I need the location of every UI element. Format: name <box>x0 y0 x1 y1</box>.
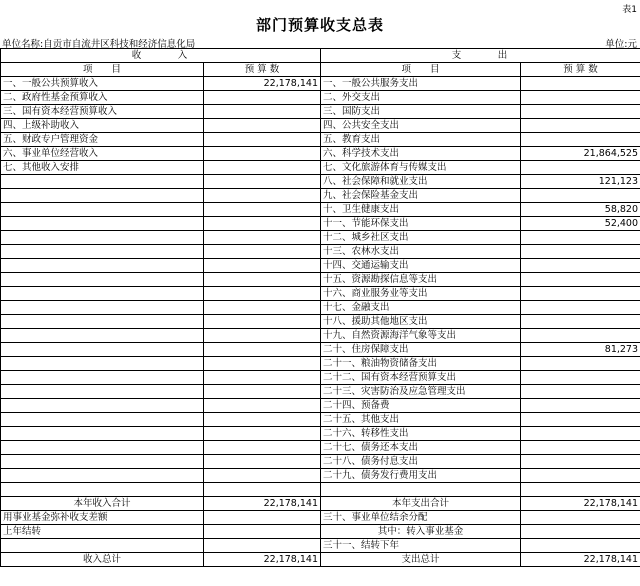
table-row <box>1 343 640 357</box>
expense-item-label: 二十三、灾害防治及应急管理支出 <box>321 385 521 399</box>
carry-out-label: 三十一、结转下年 <box>321 539 521 553</box>
table-row <box>1 91 640 105</box>
fund-make-up-label: 用事业基金弥补收支差额 <box>1 511 204 525</box>
table-row <box>1 259 640 273</box>
income-item-value: 22,178,141 <box>204 77 321 91</box>
table-row <box>1 357 640 371</box>
expense-item-value: 52,400 <box>521 217 640 231</box>
expense-budget-header: 预 算 数 <box>521 63 640 77</box>
table-row <box>1 273 640 287</box>
table-row <box>1 455 640 469</box>
expense-item-label: 二十二、国有资本经营预算支出 <box>321 371 521 385</box>
expense-item-label: 二十四、预备费 <box>321 399 521 413</box>
table-row <box>1 189 640 203</box>
table-row <box>1 287 640 301</box>
column-header-row <box>1 63 640 77</box>
expense-item-value <box>521 119 640 133</box>
table-row <box>1 301 640 315</box>
expense-total-value: 22,178,141 <box>521 497 640 511</box>
table-row <box>1 315 640 329</box>
grand-income-label: 收入总计 <box>1 553 204 567</box>
annual-total-row <box>1 497 640 511</box>
expense-section-header: 支 出 <box>321 49 640 63</box>
carry-over-row <box>1 525 640 539</box>
transfer-to-fund-label: 其中：转入事业基金 <box>321 525 521 539</box>
table-row <box>1 147 640 161</box>
income-item-header: 项 目 <box>1 63 204 77</box>
section-header-row <box>1 49 640 63</box>
grand-expense-label: 支出总计 <box>321 553 521 567</box>
expense-item-value <box>521 133 640 147</box>
expense-item-value <box>521 287 640 301</box>
expense-item-label: 二十、住房保障支出 <box>321 343 521 357</box>
table-row <box>1 413 640 427</box>
table-row <box>1 175 640 189</box>
income-item-value <box>204 91 321 105</box>
expense-total-label: 本年支出合计 <box>321 497 521 511</box>
expense-item-value <box>521 455 640 469</box>
expense-item-value <box>521 427 640 441</box>
expense-item-label: 十九、自然资源海洋气象等支出 <box>321 329 521 343</box>
income-item-label: 三、国有资本经营预算收入 <box>1 105 204 119</box>
income-item-label: 四、上级补助收入 <box>1 119 204 133</box>
expense-item-label: 二十七、债务还本支出 <box>321 441 521 455</box>
expense-item-value <box>521 301 640 315</box>
carry-in-label: 上年结转 <box>1 525 204 539</box>
table-row <box>1 105 640 119</box>
page-title: 部门预算收支总表 <box>255 16 384 34</box>
expense-item-label: 八、社会保障和就业支出 <box>321 175 521 189</box>
expense-item-label: 十五、资源勘探信息等支出 <box>321 273 521 287</box>
expense-item-label: 二十一、粮油物资储备支出 <box>321 357 521 371</box>
expense-item-value <box>521 329 640 343</box>
expense-item-value <box>521 469 640 483</box>
table-row <box>1 245 640 259</box>
table-number: 表1 <box>622 5 637 15</box>
income-item-label: 七、其他收入安排 <box>1 161 204 175</box>
income-total-value: 22,178,141 <box>204 497 321 511</box>
carry-out-row <box>1 539 640 553</box>
expense-item-label: 七、文化旅游体育与传媒支出 <box>321 161 521 175</box>
income-total-label: 本年收入合计 <box>1 497 204 511</box>
expense-item-value <box>521 189 640 203</box>
table-row <box>1 371 640 385</box>
expense-item-label: 五、教育支出 <box>321 133 521 147</box>
grand-total-row <box>1 553 640 567</box>
expense-item-value <box>521 77 640 91</box>
expense-item-value <box>521 105 640 119</box>
income-item-value <box>204 119 321 133</box>
expense-item-value <box>521 399 640 413</box>
expense-item-label: 十四、交通运输支出 <box>321 259 521 273</box>
table-row <box>1 329 640 343</box>
expense-item-label: 十一、节能环保支出 <box>321 217 521 231</box>
expense-item-value <box>521 273 640 287</box>
budget-table-body <box>1 49 640 567</box>
expense-item-value <box>521 161 640 175</box>
unit-name-label: 单位名称: <box>2 39 44 50</box>
table-row <box>1 385 640 399</box>
table-row <box>1 133 640 147</box>
expense-item-label: 三、国防支出 <box>321 105 521 119</box>
expense-item-value <box>521 385 640 399</box>
expense-item-label: 十六、商业服务业等支出 <box>321 287 521 301</box>
income-item-label: 一、一般公共预算收入 <box>1 77 204 91</box>
income-item-value <box>204 147 321 161</box>
unit-name: 自贡市自流井区科技和经济信息化局 <box>43 39 196 50</box>
currency-unit: 元 <box>627 39 637 50</box>
expense-item-label: 六、科学技术支出 <box>321 147 521 161</box>
table-row <box>1 231 640 245</box>
table-row <box>1 203 640 217</box>
expense-item-label: 二十九、债务发行费用支出 <box>321 469 521 483</box>
expense-item-value: 21,864,525 <box>521 147 640 161</box>
table-row <box>1 469 640 483</box>
grand-income-value: 22,178,141 <box>204 553 321 567</box>
expense-item-label: 二十五、其他支出 <box>321 413 521 427</box>
expense-item-value <box>521 91 640 105</box>
table-row <box>1 161 640 175</box>
currency-label: 单位: <box>605 39 628 50</box>
expense-item-value <box>521 413 640 427</box>
table-row <box>1 77 640 91</box>
table-row <box>1 119 640 133</box>
income-item-value <box>204 161 321 175</box>
expense-item-label: 一、一般公共服务支出 <box>321 77 521 91</box>
expense-item-label: 四、公共安全支出 <box>321 119 521 133</box>
expense-item-label: 十八、援助其他地区支出 <box>321 315 521 329</box>
income-item-label: 五、财政专户管理资金 <box>1 133 204 147</box>
expense-item-label: 二、外交支出 <box>321 91 521 105</box>
expense-item-value <box>521 315 640 329</box>
income-budget-header: 预 算 数 <box>204 63 321 77</box>
expense-item-value <box>521 245 640 259</box>
income-item-label: 六、事业单位经营收入 <box>1 147 204 161</box>
expense-item-value: 81,273 <box>521 343 640 357</box>
surplus-distribution-label: 三十、事业单位结余分配 <box>321 511 521 525</box>
income-section-header: 收 入 <box>1 49 321 63</box>
expense-item-label: 十三、农林水支出 <box>321 245 521 259</box>
expense-item-label: 九、社会保险基金支出 <box>321 189 521 203</box>
table-row <box>1 427 640 441</box>
expense-item-value <box>521 371 640 385</box>
expense-item-value <box>521 441 640 455</box>
blank-row <box>1 483 640 497</box>
expense-item-label: 十七、金融支出 <box>321 301 521 315</box>
income-item-value <box>204 133 321 147</box>
expense-item-label: 二十八、债务付息支出 <box>321 455 521 469</box>
expense-item-header: 项 目 <box>321 63 521 77</box>
expense-item-value <box>521 259 640 273</box>
expense-item-label: 二十六、转移性支出 <box>321 427 521 441</box>
expense-item-label: 十、卫生健康支出 <box>321 203 521 217</box>
budget-table <box>0 48 640 567</box>
table-row <box>1 399 640 413</box>
expense-item-value <box>521 231 640 245</box>
expense-item-value <box>521 357 640 371</box>
fund-adjust-row <box>1 511 640 525</box>
grand-expense-value: 22,178,141 <box>521 553 640 567</box>
expense-item-value: 121,123 <box>521 175 640 189</box>
income-item-label: 二、政府性基金预算收入 <box>1 91 204 105</box>
table-row <box>1 217 640 231</box>
expense-item-value: 58,820 <box>521 203 640 217</box>
table-row <box>1 441 640 455</box>
income-item-value <box>204 105 321 119</box>
expense-item-label: 十二、城乡社区支出 <box>321 231 521 245</box>
